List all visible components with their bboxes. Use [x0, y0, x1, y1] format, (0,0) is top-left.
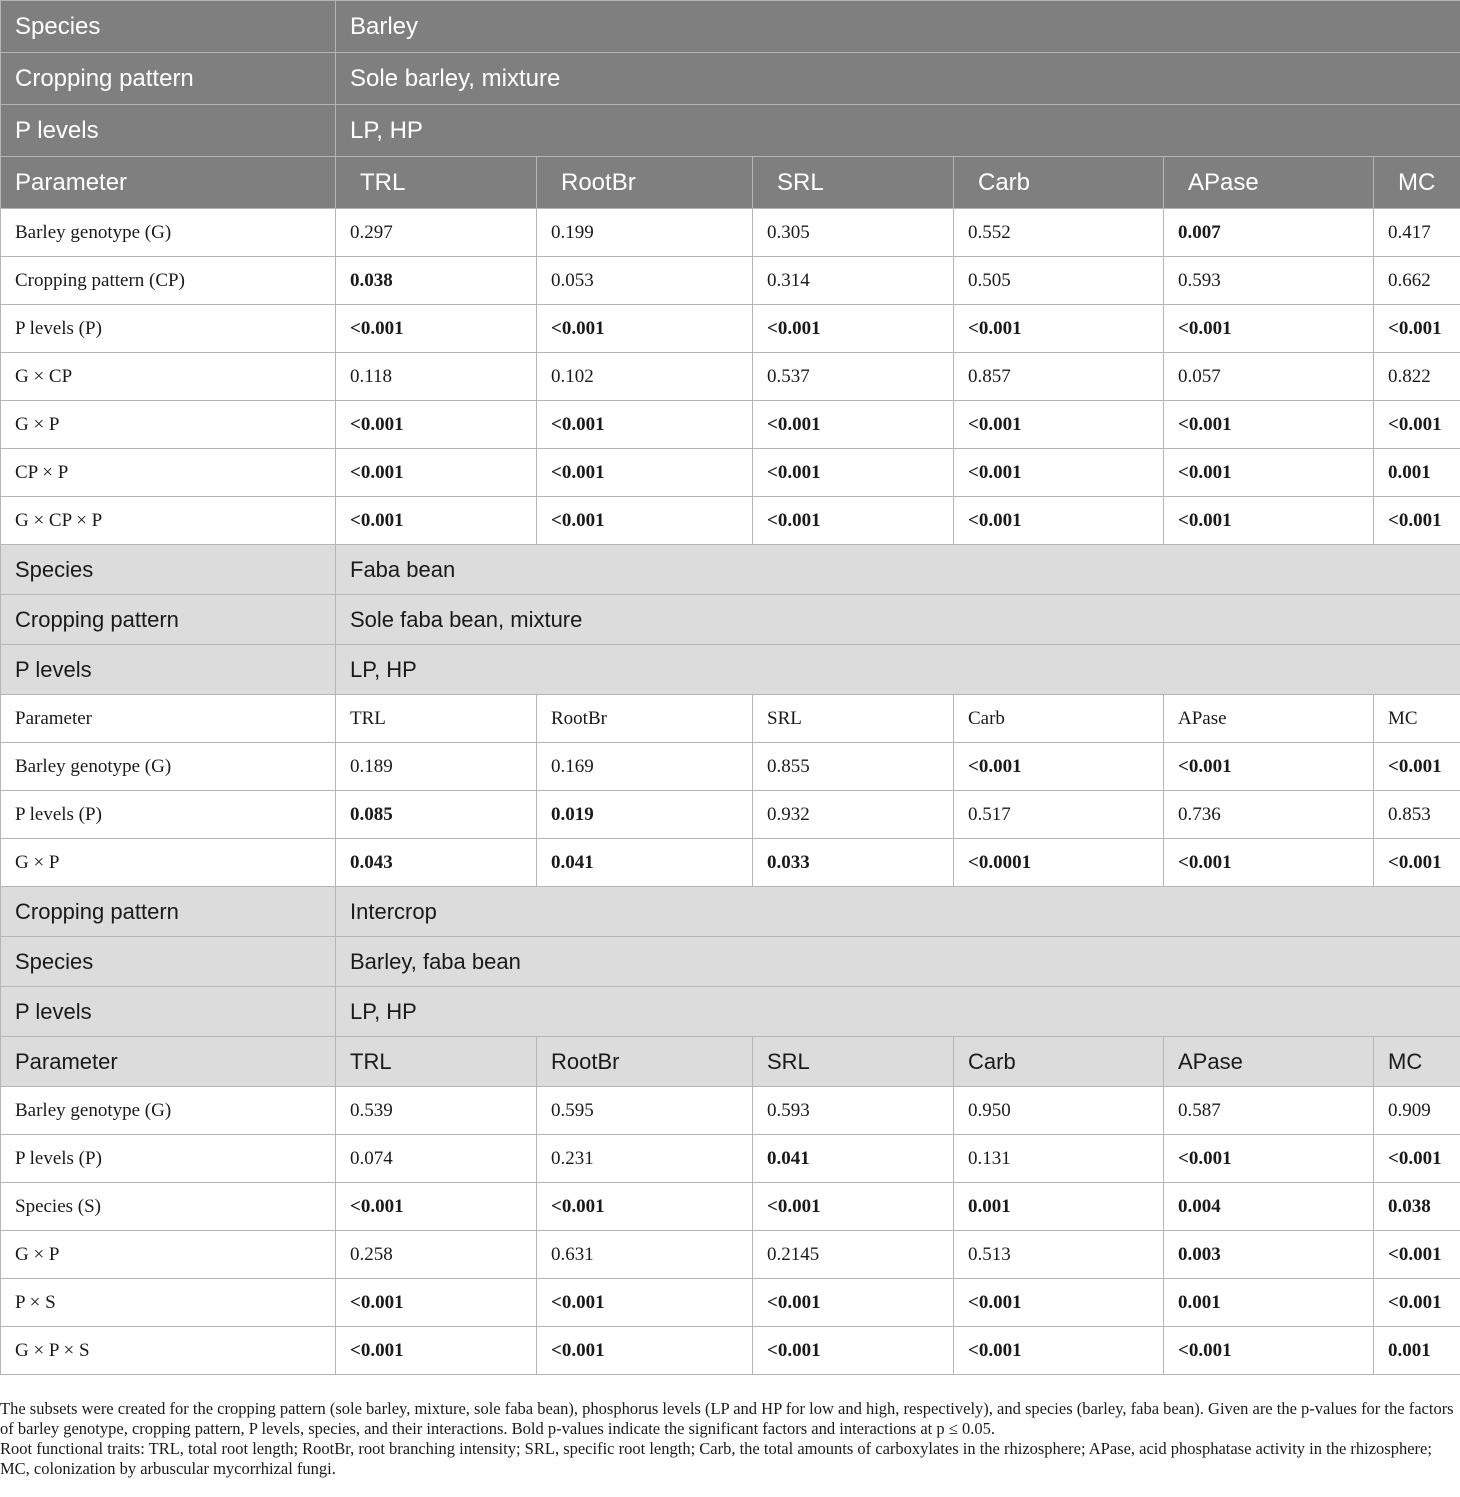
table-cell: 0.169 — [537, 743, 753, 791]
table-cell: 0.417 — [1374, 209, 1460, 257]
table-cell: <0.001 — [336, 401, 537, 449]
section3-species-label: Species — [1, 937, 336, 987]
row-label: G × CP × P — [1, 497, 336, 545]
row-label: P levels (P) — [1, 1135, 336, 1183]
section3-plevels-row — [1, 987, 1460, 1037]
table-cell: 0.074 — [336, 1135, 537, 1183]
column-header: Parameter — [1, 157, 336, 209]
table-cell: 0.038 — [1374, 1183, 1460, 1231]
column-header: Carb — [954, 695, 1164, 743]
table-cell: 0.853 — [1374, 791, 1460, 839]
table-cell: 0.593 — [1164, 257, 1374, 305]
table-cell: <0.001 — [1374, 1231, 1460, 1279]
table-row — [1, 1183, 1460, 1231]
table-cell: 0.855 — [753, 743, 954, 791]
table-cell: <0.001 — [336, 1327, 537, 1375]
table-cell: <0.001 — [1164, 839, 1374, 887]
table-cell: 0.085 — [336, 791, 537, 839]
table-row — [1, 401, 1460, 449]
section1-plevels-label: P levels — [1, 105, 336, 157]
section1-plevels-value: LP, HP — [336, 105, 1460, 157]
table-cell: <0.001 — [537, 305, 753, 353]
table-row — [1, 1279, 1460, 1327]
section1-species-value: Barley — [336, 1, 1460, 53]
table-cell: 0.631 — [537, 1231, 753, 1279]
table-cell: <0.001 — [753, 305, 954, 353]
column-header: RootBr — [537, 695, 753, 743]
table-cell: <0.001 — [954, 305, 1164, 353]
table-cell: <0.001 — [1164, 743, 1374, 791]
table-cell: 0.003 — [1164, 1231, 1374, 1279]
row-label: Barley genotype (G) — [1, 209, 336, 257]
table-cell: <0.001 — [954, 449, 1164, 497]
table-cell: 0.019 — [537, 791, 753, 839]
table-row — [1, 1087, 1460, 1135]
column-header: Parameter — [1, 695, 336, 743]
table-cell: <0.001 — [954, 497, 1164, 545]
section1-species-label: Species — [1, 1, 336, 53]
row-label: G × P — [1, 401, 336, 449]
table-cell: <0.001 — [336, 1279, 537, 1327]
table-cell: <0.001 — [954, 401, 1164, 449]
table-cell: <0.001 — [1164, 1135, 1374, 1183]
table-cell: 0.258 — [336, 1231, 537, 1279]
row-label: CP × P — [1, 449, 336, 497]
table-cell: <0.001 — [537, 497, 753, 545]
table-cell: <0.001 — [954, 1279, 1164, 1327]
table-cell: <0.001 — [753, 1327, 954, 1375]
section1-species-row — [1, 1, 1460, 53]
column-header: MC — [1374, 1037, 1460, 1087]
column-header: SRL — [753, 695, 954, 743]
column-header: TRL — [336, 1037, 537, 1087]
table-cell: 0.950 — [954, 1087, 1164, 1135]
table-row — [1, 497, 1460, 545]
section2-cropping-row — [1, 595, 1460, 645]
row-label: G × CP — [1, 353, 336, 401]
table-row — [1, 1231, 1460, 1279]
section2-cropping-value: Sole faba bean, mixture — [336, 595, 1460, 645]
row-label: Cropping pattern (CP) — [1, 257, 336, 305]
table-cell: 0.041 — [753, 1135, 954, 1183]
table-row — [1, 1327, 1460, 1375]
column-header: MC — [1374, 695, 1460, 743]
section2-species-row — [1, 545, 1460, 595]
table-row — [1, 449, 1460, 497]
table-cell: <0.001 — [753, 497, 954, 545]
table-cell: <0.001 — [1374, 497, 1460, 545]
table-cell: 0.505 — [954, 257, 1164, 305]
row-label: G × P — [1, 1231, 336, 1279]
row-label: P levels (P) — [1, 305, 336, 353]
table-cell: <0.001 — [1374, 1135, 1460, 1183]
table-cell: 0.004 — [1164, 1183, 1374, 1231]
table-cell: <0.001 — [1374, 743, 1460, 791]
table-cell: 0.513 — [954, 1231, 1164, 1279]
table-row — [1, 791, 1460, 839]
table-cell: 0.057 — [1164, 353, 1374, 401]
table-row — [1, 305, 1460, 353]
column-header: SRL — [753, 1037, 954, 1087]
table-cell: <0.001 — [1164, 305, 1374, 353]
table-row — [1, 209, 1460, 257]
section2-plevels-value: LP, HP — [336, 645, 1460, 695]
section2-species-value: Faba bean — [336, 545, 1460, 595]
table-cell: 0.662 — [1374, 257, 1460, 305]
table-cell: 0.552 — [954, 209, 1164, 257]
table-cell: <0.001 — [753, 1183, 954, 1231]
table-cell: <0.001 — [954, 743, 1164, 791]
table-cell: 0.043 — [336, 839, 537, 887]
table-cell: 0.595 — [537, 1087, 753, 1135]
table-cell: <0.001 — [1374, 305, 1460, 353]
table-cell: <0.001 — [954, 1327, 1164, 1375]
footnote-subsets: The subsets were created for the cropping pattern (sole barley, mixture, sole faba bean), phosphorus levels (LP and HP for low and high, respectively), and species (barley, faba bean). Given are the p-values for the factors of barley genotype, cropping pattern, P levels, species, and their interactions. Bold p-values indicate the significant factors and interactions at p ≤ 0.05. — [0, 1399, 1454, 1438]
table-cell: 0.539 — [336, 1087, 537, 1135]
column-header: APase — [1164, 1037, 1374, 1087]
column-header: RootBr — [537, 157, 753, 209]
section1-cropping-row — [1, 53, 1460, 105]
table-footnote — [0, 1399, 1460, 1479]
table-cell: <0.001 — [537, 449, 753, 497]
table-cell: 0.053 — [537, 257, 753, 305]
table-cell: 0.033 — [753, 839, 954, 887]
section3-plevels-value: LP, HP — [336, 987, 1460, 1037]
section3-cropping-value: Intercrop — [336, 887, 1460, 937]
table-cell: 0.118 — [336, 353, 537, 401]
row-label: Species (S) — [1, 1183, 336, 1231]
table-row — [1, 1135, 1460, 1183]
table-cell: <0.001 — [753, 401, 954, 449]
table-cell: <0.001 — [336, 449, 537, 497]
table-cell: 0.517 — [954, 791, 1164, 839]
table-cell: 0.857 — [954, 353, 1164, 401]
table-cell: <0.001 — [753, 1279, 954, 1327]
row-label: P × S — [1, 1279, 336, 1327]
section1-header-row — [1, 157, 1460, 209]
table-cell: <0.001 — [1164, 401, 1374, 449]
table-row — [1, 839, 1460, 887]
section2-species-label: Species — [1, 545, 336, 595]
column-header: TRL — [336, 157, 537, 209]
table-cell: <0.001 — [1374, 839, 1460, 887]
table-cell: 0.909 — [1374, 1087, 1460, 1135]
row-label: Barley genotype (G) — [1, 743, 336, 791]
column-header: TRL — [336, 695, 537, 743]
table-cell: 0.038 — [336, 257, 537, 305]
table-cell: <0.001 — [537, 401, 753, 449]
table-cell: 0.587 — [1164, 1087, 1374, 1135]
section3-plevels-label: P levels — [1, 987, 336, 1037]
table-cell: <0.001 — [537, 1327, 753, 1375]
column-header: Carb — [954, 157, 1164, 209]
table-cell: <0.001 — [1164, 497, 1374, 545]
table-cell: 0.001 — [1374, 1327, 1460, 1375]
table-cell: 0.822 — [1374, 353, 1460, 401]
section3-cropping-row — [1, 887, 1460, 937]
section3-species-value: Barley, faba bean — [336, 937, 1460, 987]
section3-species-row — [1, 937, 1460, 987]
table-cell: 0.131 — [954, 1135, 1164, 1183]
table-cell: <0.001 — [1164, 449, 1374, 497]
table-cell: <0.001 — [1374, 1279, 1460, 1327]
table-cell: <0.001 — [336, 305, 537, 353]
table-cell: 0.537 — [753, 353, 954, 401]
section3-header-row — [1, 1037, 1460, 1087]
column-header: RootBr — [537, 1037, 753, 1087]
table-cell: 0.932 — [753, 791, 954, 839]
section1-plevels-row — [1, 105, 1460, 157]
table-cell: 0.297 — [336, 209, 537, 257]
table-cell: 0.041 — [537, 839, 753, 887]
table-cell: <0.001 — [537, 1183, 753, 1231]
section2-header-row — [1, 695, 1460, 743]
row-label: G × P — [1, 839, 336, 887]
row-label: G × P × S — [1, 1327, 336, 1375]
column-header: Parameter — [1, 1037, 336, 1087]
table-cell: 0.231 — [537, 1135, 753, 1183]
column-header: SRL — [753, 157, 954, 209]
table-cell: <0.001 — [753, 449, 954, 497]
table-cell: 0.102 — [537, 353, 753, 401]
table-cell: <0.001 — [1374, 401, 1460, 449]
section2-cropping-label: Cropping pattern — [1, 595, 336, 645]
table-row — [1, 743, 1460, 791]
table-cell: <0.001 — [1164, 1327, 1374, 1375]
column-header: MC — [1374, 157, 1460, 209]
table-cell: 0.001 — [1374, 449, 1460, 497]
section2-plevels-row — [1, 645, 1460, 695]
table-cell: <0.001 — [336, 1183, 537, 1231]
table-cell: <0.001 — [336, 497, 537, 545]
table-cell: 0.189 — [336, 743, 537, 791]
table-cell: 0.314 — [753, 257, 954, 305]
section1-cropping-value: Sole barley, mixture — [336, 53, 1460, 105]
column-header: APase — [1164, 695, 1374, 743]
row-label: P levels (P) — [1, 791, 336, 839]
section1-cropping-label: Cropping pattern — [1, 53, 336, 105]
column-header: APase — [1164, 157, 1374, 209]
table-cell: 0.001 — [1164, 1279, 1374, 1327]
table-row — [1, 353, 1460, 401]
row-label: Barley genotype (G) — [1, 1087, 336, 1135]
column-header: Carb — [954, 1037, 1164, 1087]
table-cell: 0.593 — [753, 1087, 954, 1135]
table-cell: 0.305 — [753, 209, 954, 257]
table-cell: 0.2145 — [753, 1231, 954, 1279]
table-cell: 0.007 — [1164, 209, 1374, 257]
table-row — [1, 257, 1460, 305]
table-cell: 0.736 — [1164, 791, 1374, 839]
section2-plevels-label: P levels — [1, 645, 336, 695]
table-cell: 0.199 — [537, 209, 753, 257]
footnote-abbreviations: Root functional traits: TRL, total root length; RootBr, root branching intensity; SRL, specific root length; Carb, the total amounts of carboxylates in the rhizosphere; APase, acid phosphatase activity in the rhizosphere; MC, colonization by arbuscular mycorrhizal fungi. — [0, 1439, 1432, 1478]
table-cell: <0.001 — [537, 1279, 753, 1327]
table-cell: 0.001 — [954, 1183, 1164, 1231]
section3-cropping-label: Cropping pattern — [1, 887, 336, 937]
table-cell: <0.0001 — [954, 839, 1164, 887]
